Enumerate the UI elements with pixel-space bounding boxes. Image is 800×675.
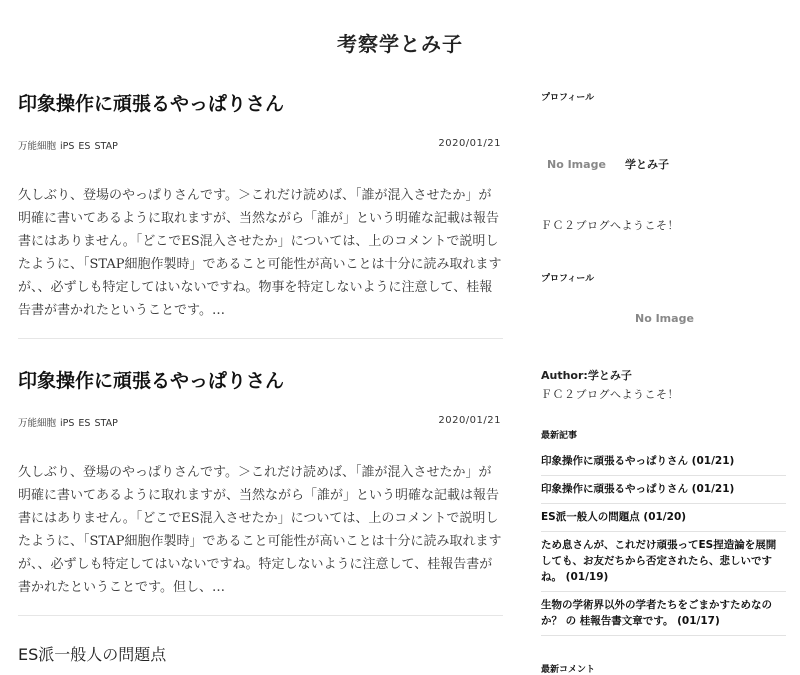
site-title[interactable]: 考察学とみ子 — [337, 32, 463, 56]
widget-heading: 最新記事 — [541, 431, 578, 441]
excerpt-line: 久しぶり、登場のやっぱりさんです。＞これだけ読めば、「誰が混入させたか」が — [18, 188, 492, 203]
excerpt-line: たように、「STAP細胞作製時」であること可能性が高いことは十分に読み取れます — [18, 534, 502, 549]
widget-heading: プロフィール — [541, 274, 595, 284]
article-meta — [18, 138, 503, 154]
excerpt-line: 明確に書いてあるように取れますが、当然ながら「誰が」という明確な記載は報告 — [18, 211, 500, 226]
category-link[interactable]: iPS — [60, 418, 75, 429]
article-excerpt — [18, 461, 503, 615]
profile-greeting: ＦＣ２ブログへようこそ！ — [541, 388, 679, 401]
category-list — [18, 418, 122, 429]
article-title[interactable]: 印象操作に頑張るやっぱりさん — [18, 370, 285, 392]
category-link[interactable]: STAP — [94, 141, 118, 152]
excerpt-line: が、、必ずしも特定してはいないですね。特定しないように注意して、桂報告書が — [18, 557, 493, 572]
excerpt-line: 書にはありません。「どこでES混入させたか」については、上のコメントで説明し — [18, 511, 499, 526]
profile-avatar-placeholder: No Image — [635, 312, 694, 325]
recent-post-link[interactable]: ES派一般人の問題点 (01/20) — [541, 504, 786, 532]
excerpt-line: 書かれたということです。但し、… — [18, 580, 225, 595]
category-link[interactable]: ES — [78, 141, 91, 152]
profile-widget — [541, 271, 786, 402]
excerpt-line: 告書が書かれたということです。… — [18, 303, 225, 318]
category-link[interactable]: STAP — [94, 418, 118, 429]
widget-heading: 最新コメント — [541, 665, 596, 675]
excerpt-line: 書にはありません。「どこでES混入させたか」については、上のコメントで説明し — [18, 234, 499, 249]
recent-posts-widget — [541, 428, 786, 636]
excerpt-line: が、、必ずしも特定してはいないですね。物事を特定しないように注意して、桂報 — [18, 280, 493, 295]
article-title[interactable]: ES派一般人の問題点 — [18, 645, 167, 664]
article — [18, 88, 503, 339]
article-date: 2020/01/21 — [438, 415, 501, 426]
category-list — [18, 141, 122, 152]
main-content — [18, 88, 503, 665]
recent-post-link[interactable]: 生物の学術界以外の学者たちをごまかすためなのか？ の 桂報告書文章です。 (01/17) — [541, 592, 786, 636]
article — [18, 365, 503, 616]
article — [18, 642, 503, 665]
article-date: 2020/01/21 — [438, 138, 501, 149]
excerpt-line: 久しぶり、登場のやっぱりさんです。＞これだけ読めば、「誰が混入させたか」が — [18, 465, 492, 480]
recent-post-link[interactable]: 印象操作に頑張るやっぱりさん (01/21) — [541, 476, 786, 504]
category-link[interactable]: iPS — [60, 141, 75, 152]
excerpt-line: たように、「STAP細胞作製時」であること可能性が高いことは十分に読み取れます — [18, 257, 502, 272]
profile-greeting: ＦＣ２ブログへようこそ！ — [541, 219, 679, 232]
category-link[interactable]: 万能細胞 — [18, 418, 57, 429]
recent-post-link[interactable]: 印象操作に頑張るやっぱりさん (01/21) — [541, 448, 786, 476]
profile-widget — [541, 90, 786, 233]
article-meta — [18, 415, 503, 431]
profile-author[interactable]: Author:学とみ子 — [541, 369, 632, 382]
excerpt-line: 明確に書いてあるように取れますが、当然ながら「誰が」という明確な記載は報告 — [18, 488, 500, 503]
profile-avatar-placeholder: No Image — [547, 158, 606, 171]
category-link[interactable]: 万能細胞 — [18, 141, 57, 152]
recent-post-link[interactable]: ため息さんが、これだけ頑張ってES捏造論を展開しても、お友だちから否定されたら、悲しいですね。 (01/19) — [541, 532, 786, 592]
profile-name: 学とみ子 — [625, 158, 669, 171]
sidebar — [541, 90, 786, 675]
article-title[interactable]: 印象操作に頑張るやっぱりさん — [18, 93, 285, 115]
category-link[interactable]: ES — [78, 418, 91, 429]
widget-heading: プロフィール — [541, 93, 595, 103]
article-excerpt — [18, 184, 503, 338]
